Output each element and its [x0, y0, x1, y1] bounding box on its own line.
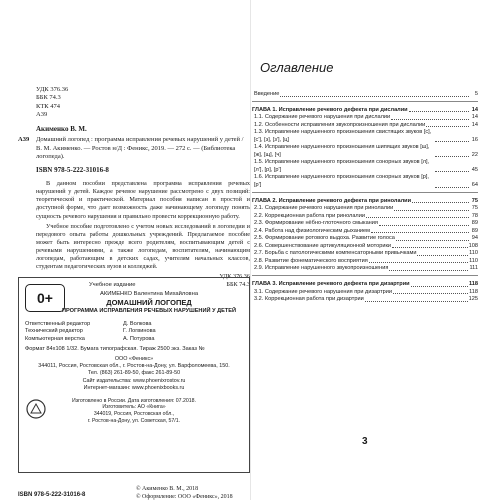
- toc-chapter-row: [252, 107, 478, 115]
- toc-page-number: 110: [469, 250, 478, 257]
- toc-leader-dots: [366, 217, 469, 218]
- toc-leader-dots: [411, 286, 468, 287]
- toc-entry-row: [252, 220, 478, 228]
- bibliographic-description: Домашний логопед : программа исправления речевых нарушений у детей / В. М. Акименко. — Ростов н/Д : Феникс, 2019. — 272 с. — (Библиотека логопеда).: [36, 136, 244, 161]
- toc-entry-text: 3.1. Содержание речевого нарушения при дизартрии: [254, 288, 393, 295]
- toc-page-number: 5: [474, 91, 478, 97]
- toc-entry-row: [252, 258, 478, 266]
- toc-page-number: 111: [469, 265, 478, 272]
- toc-page-number: 75: [471, 205, 478, 212]
- colophon-box: [18, 277, 250, 473]
- toc-leader-dots: [435, 187, 469, 188]
- toc-chapter-text: [252, 198, 411, 206]
- toc-page-number: 110: [469, 257, 478, 264]
- toc-entry-text: 2.3. Формирование нёбно-глоточного смыкания: [254, 220, 378, 227]
- bbk-code: ББК 74.3: [36, 94, 61, 102]
- toc-chapter-label: ГЛАВА 1.: [252, 106, 278, 113]
- toc-chapter-row: [252, 281, 478, 289]
- toc-chapter-title: Исправление речевого дефекта при дизартрии: [278, 281, 410, 288]
- toc-page-number: 108: [468, 242, 478, 249]
- colophon-subtitle: ПРОГРАММА ИСПРАВЛЕНИЯ РЕЧЕВЫХ НАРУШЕНИЙ У ДЕТЕЙ: [62, 307, 236, 314]
- toc-entry-text: 1.6. Исправление нарушенного произношения сонорных звуков [р], [р']: [254, 174, 429, 189]
- toc-page-number: 89: [471, 227, 478, 234]
- toc-leader-dots: [393, 293, 468, 294]
- toc-entry-row: [252, 129, 478, 144]
- toc-entry-text: 2.2. Коррекционная работа при ринолалии: [254, 212, 365, 219]
- toc-page-number: 22: [471, 151, 478, 158]
- toc-page-number: 16: [471, 136, 478, 143]
- staff-role: Ответственный редактор: [25, 320, 91, 327]
- toc-page-number: 125: [468, 296, 478, 303]
- toc-separator: [252, 275, 478, 276]
- printing-line: Изготовлено в России. Дата изготовления: 07.2018.: [72, 397, 196, 404]
- toc-leader-dots: [396, 240, 469, 241]
- printer-logo-icon: [25, 398, 47, 420]
- toc-leader-dots: [409, 111, 469, 112]
- toc-chapter-title: Исправление речевого дефекта при ринолалии: [278, 197, 412, 204]
- toc-entry-row: [252, 235, 478, 243]
- toc-entry-row: [252, 228, 478, 236]
- printing-line: 344019, Россия, Ростовская обл.,: [93, 411, 175, 418]
- toc-chapter-text: [252, 107, 408, 115]
- udk-code: УДК 376.36: [36, 86, 69, 93]
- toc-entry-text: 2.9. Исправление нарушенного звукопроизношения: [254, 265, 389, 272]
- toc-leader-dots: [369, 262, 468, 263]
- copyright-author: © Акименко В. М., 2018: [136, 486, 199, 492]
- toc-entry-text: Введение: [254, 91, 280, 97]
- toc-page-number: 45: [471, 166, 478, 173]
- toc-entry-text: 1.2. Особенности исправления звукопроизношения при дислалии: [254, 121, 426, 128]
- toc-separator: [252, 192, 478, 193]
- toc-page-number: 64: [471, 182, 478, 189]
- age-rating-badge: 0+: [25, 284, 65, 312]
- printing-info: [25, 398, 243, 425]
- udk-code-right: УДК 376.36: [219, 272, 250, 280]
- printing-line: Изготовитель: АО «Книга»: [102, 404, 166, 411]
- print-format: Формат 84х108 1/32. Бумага типографская. Тираж 2500 экз. Заказ №: [25, 346, 205, 353]
- staff-name: А. Потурова: [123, 335, 155, 342]
- toc-entry-row: [252, 159, 478, 174]
- toc-leader-dots: [435, 171, 469, 172]
- toc-leader-dots: [426, 126, 469, 127]
- author-sign-top: А39: [36, 111, 48, 119]
- staff-row: [25, 336, 243, 344]
- bibliographic-record: [18, 136, 250, 161]
- toc-leader-dots: [379, 225, 469, 226]
- toc-leader-dots: [365, 301, 468, 302]
- toc-leader-dots: [435, 156, 469, 157]
- staff-name: Д. Волкова: [123, 320, 152, 327]
- bbk-code-right: ББК 74.3: [226, 281, 250, 288]
- toc-leader-dots: [435, 141, 469, 142]
- toc-page-number: 14: [471, 106, 478, 113]
- staff-role: Технический редактор: [25, 328, 83, 335]
- toc-leader-dots: [392, 247, 468, 248]
- toc-leader-dots: [412, 202, 469, 203]
- table-of-contents: [252, 91, 478, 304]
- toc-page-number: 94: [471, 235, 478, 242]
- isbn-top: ISBN 978-5-222-31016-8: [36, 165, 109, 174]
- toc-entry-text: 1.5. Исправление нарушенного произношения сонорных звуков [л], [л'], [р], [р']: [254, 159, 430, 173]
- isbn-bottom: ISBN 978-5-222-31016-8: [18, 492, 86, 498]
- toc-entry-text: 2.5. Формирование ротового выдоха. Развитие голоса: [254, 235, 395, 242]
- toc-entry-row: [252, 289, 478, 297]
- toc-separator: [252, 101, 478, 102]
- publisher-line: ООО «Феникс»: [114, 356, 154, 363]
- imprint-page: [18, 22, 250, 500]
- ktk-code: КТК 474: [36, 102, 61, 110]
- edition-type: Учебное издание: [89, 282, 136, 288]
- toc-page-number: 118: [468, 281, 478, 288]
- publisher-line: Тел. (863) 261-89-50, факс 261-89-50: [87, 370, 181, 377]
- toc-page-number: 118: [469, 288, 478, 295]
- toc-entry-row: [252, 296, 478, 304]
- toc-entry-row: [252, 144, 478, 159]
- colophon-author: АКИМЕНКО Валентина Михайловна: [99, 291, 199, 298]
- toc-entry-row: [252, 174, 478, 189]
- staff-role: Компьютерная верстка: [25, 335, 85, 342]
- toc-entry-row: [252, 265, 478, 273]
- toc-entry-row: [252, 205, 478, 213]
- author-sign: А39: [18, 136, 30, 144]
- author-heading: Акименко В. М.: [36, 125, 87, 134]
- annotation-paragraph-1: В данном пособии представлена программа исправления речевых нарушений у детей. Каждое речевое нарушение рассмотрено с двух позиций: теоретической и практической. Материал пособия написан в простой и доступной форме, что дает возможность даже начинающему логопеду понять сущность речевого нарушения и правильно провести коррекционную работу.: [36, 180, 250, 220]
- toc-entry-row: [252, 243, 478, 251]
- publisher-line: Интернет-магазин: www.phoenixbooks.ru: [83, 384, 185, 391]
- book-spine-divider: [250, 0, 251, 500]
- toc-entry-text: 2.4. Работа над физиологическим дыханием: [254, 227, 371, 234]
- toc-entry-text: 1.3. Исправление нарушенного произношения свистящих звуков [с], [с'], [з], [з'], [ц]: [254, 129, 432, 143]
- contents-page: [252, 22, 478, 482]
- toc-entry-text: 2.6. Совершенствование артикуляционной моторики: [254, 242, 392, 249]
- toc-entry-text: 3.2. Коррекционная работа при дизартрии: [254, 296, 364, 303]
- toc-chapter-text: [252, 281, 410, 289]
- toc-chapter-row: [252, 198, 478, 206]
- toc-page-number: 75: [471, 197, 478, 204]
- copyright-design: © Оформление: ООО «Феникс», 2018: [136, 493, 233, 500]
- copyright-notices: [136, 486, 233, 502]
- toc-leader-dots: [391, 119, 469, 120]
- toc-leader-dots: [280, 96, 469, 97]
- contents-title: Оглавление: [260, 60, 334, 75]
- toc-entry-text: 2.8. Развитие фонематического восприятия: [254, 257, 368, 264]
- toc-entry-row: [252, 114, 478, 122]
- page-number: 3: [362, 436, 368, 447]
- toc-leader-dots: [371, 232, 469, 233]
- publisher-line: Сайт издательства: www.phoenixrostov.ru: [82, 377, 186, 384]
- toc-entry-text: 2.1. Содержание речевого нарушения при ринолалии: [254, 205, 394, 212]
- annotation-paragraph-2: Учебное пособие подготовлено с учетом новых исследований в логопедии и передового опыта работы дошкольных учреждений. Предлагаемое пособие может быть интересно прежде всего родителям, воспитывающим детей с речевыми нарушениями, а также логопедам, воспитателям, начинающим логопедам, работающим в детских садах, учителям начальных классов, студентам педагогических вузов и колледжей.: [36, 222, 250, 270]
- toc-page-number: 89: [471, 220, 478, 227]
- toc-chapter-title: Исправление речевого дефекта при дислалии: [278, 106, 408, 113]
- staff-row: [25, 328, 243, 336]
- toc-entry-row: [252, 122, 478, 130]
- toc-entry-row: [252, 250, 478, 258]
- toc-chapter-label: ГЛАВА 3.: [252, 281, 278, 288]
- toc-entry-text: 1.4. Исправление нарушенного произношения шипящих звуков [ш], [ж], [щ], [ч]: [254, 144, 430, 158]
- publisher-line: 344011, Россия, Ростовская обл., г. Ростов-на-Дону, ул. Варфоломеева, 150.: [38, 363, 230, 370]
- toc-leader-dots: [417, 255, 468, 256]
- publisher-info: [25, 356, 243, 391]
- toc-chapter-label: ГЛАВА 2.: [252, 197, 278, 204]
- staff-name: Г. Логвинова: [123, 328, 156, 335]
- toc-entry-text: 1.1. Содержание речевого нарушения при дислалии: [254, 114, 391, 121]
- toc-entry-row: [252, 91, 478, 99]
- staff-list: [25, 321, 243, 344]
- toc-page-number: 78: [471, 212, 478, 219]
- toc-leader-dots: [389, 270, 468, 271]
- toc-leader-dots: [394, 210, 469, 211]
- toc-page-number: 14: [471, 114, 478, 121]
- colophon-title: ДОМАШНИЙ ЛОГОПЕД: [106, 298, 192, 308]
- toc-entry-text: 2.7. Борьба с патологическими компенсаторными привычками: [254, 250, 417, 257]
- printing-line: г. Ростов-на-Дону, ул. Советская, 57/1.: [87, 417, 181, 424]
- toc-page-number: 14: [471, 121, 478, 128]
- toc-entry-row: [252, 213, 478, 221]
